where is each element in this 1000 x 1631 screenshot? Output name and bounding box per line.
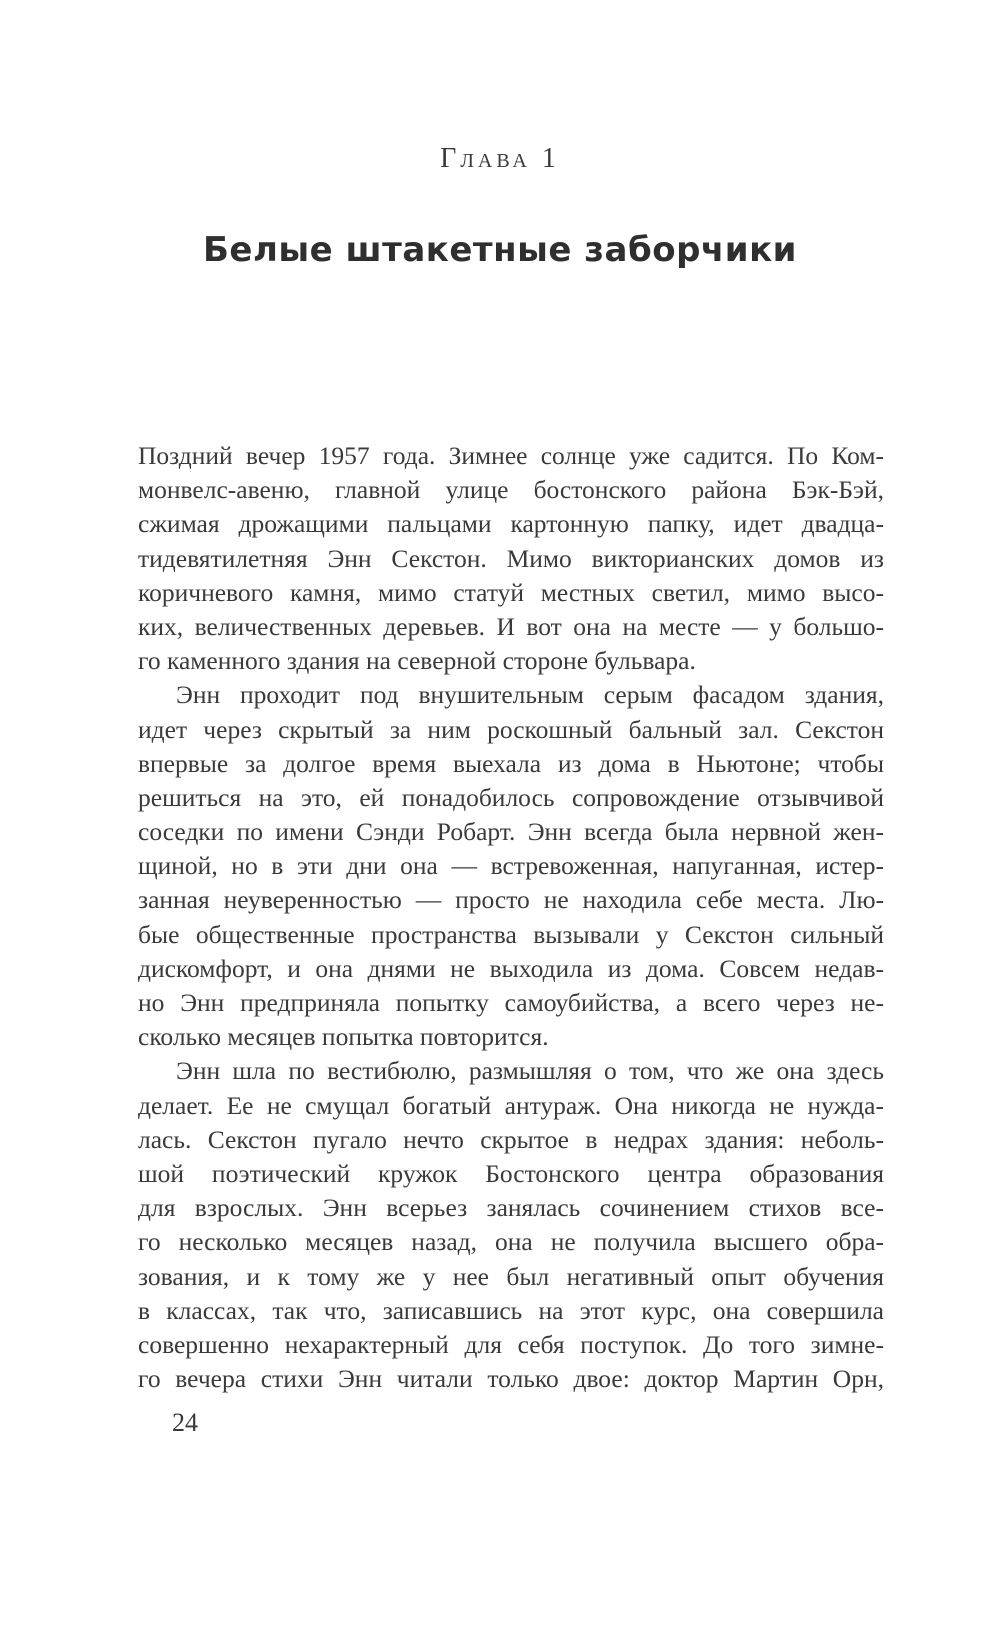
text-line: сжимая дрожащими пальцами картонную папку, идет двадца- <box>138 509 884 539</box>
page-number: 24 <box>172 1408 198 1437</box>
paragraph <box>138 439 884 678</box>
text-line: бые общественные пространства вызывали у Секстон сильный <box>138 919 884 949</box>
text-line: дискомфорт, и она днями не выходила из дома. Совсем недав- <box>138 953 884 983</box>
text-line: шой поэтический кружок Бостонского центра образования <box>138 1158 884 1188</box>
text-line: зования, и к тому же у нее был негативный опыт обучения <box>138 1261 884 1291</box>
text-line: ких, величественных деревьев. И вот она на месте — у большо- <box>138 611 884 641</box>
text-line: щиной, но в эти дни она — встревоженная, напуганная, истер- <box>138 851 884 881</box>
text-line: занная неуверенностью — просто не находила себе места. Лю- <box>138 885 884 915</box>
text-line: идет через скрытый за ним роскошный бальный зал. Секстон <box>138 714 884 744</box>
paragraph <box>138 678 884 1054</box>
text-line: го вечера стихи Энн читали только двое: доктор Мартин Орн, <box>138 1364 884 1394</box>
text-line: коричневого камня, мимо статуй местных светил, мимо высо- <box>138 577 884 607</box>
chapter-label: Глава 1 <box>440 143 560 174</box>
text-line: делает. Ее не смущал богатый антураж. Она никогда не нужда- <box>138 1090 884 1120</box>
text-line: сколько месяцев попытка повторится. <box>138 1022 549 1052</box>
text-line: Энн проходит под внушительным серым фасадом здания, <box>176 680 884 710</box>
text-line: тидевятилетняя Энн Секстон. Мимо викторианских домов из <box>138 543 884 573</box>
text-line: го каменного здания на северной стороне бульвара. <box>138 646 696 676</box>
text-line: Поздний вечер 1957 года. Зимнее солнце уже садится. По Ком- <box>138 441 884 470</box>
text-line: совершенно нехарактерный для себя поступок. До того зимне- <box>138 1329 884 1359</box>
text-line: соседки по имени Сэнди Робарт. Энн всегда была нервной жен- <box>138 817 884 847</box>
chapter-title: Белые штакетные заборчики <box>203 230 797 270</box>
body-text <box>138 439 884 1396</box>
text-line: го несколько месяцев назад, она не получила высшего обра- <box>138 1227 884 1257</box>
text-line: впервые за долгое время выехала из дома в Ньютоне; чтобы <box>138 748 884 778</box>
paragraph <box>138 1054 884 1396</box>
text-line: Энн шла по вестибюлю, размышляя о том, что же она здесь <box>176 1056 884 1086</box>
text-line: для взрослых. Энн всерьез занялась сочинением стихов все- <box>138 1193 884 1223</box>
text-line: решиться на это, ей понадобилось сопровождение отзывчивой <box>138 782 884 812</box>
text-line: монвелс-авеню, главной улице бостонского района Бэк-Бэй, <box>138 475 884 505</box>
text-line: но Энн предприняла попытку самоубийства, а всего через не- <box>138 988 884 1017</box>
text-line: в классах, так что, записавшись на этот курс, она совершила <box>138 1295 884 1325</box>
text-line: лась. Секстон пугало нечто скрытое в недрах здания: неболь- <box>138 1124 884 1154</box>
